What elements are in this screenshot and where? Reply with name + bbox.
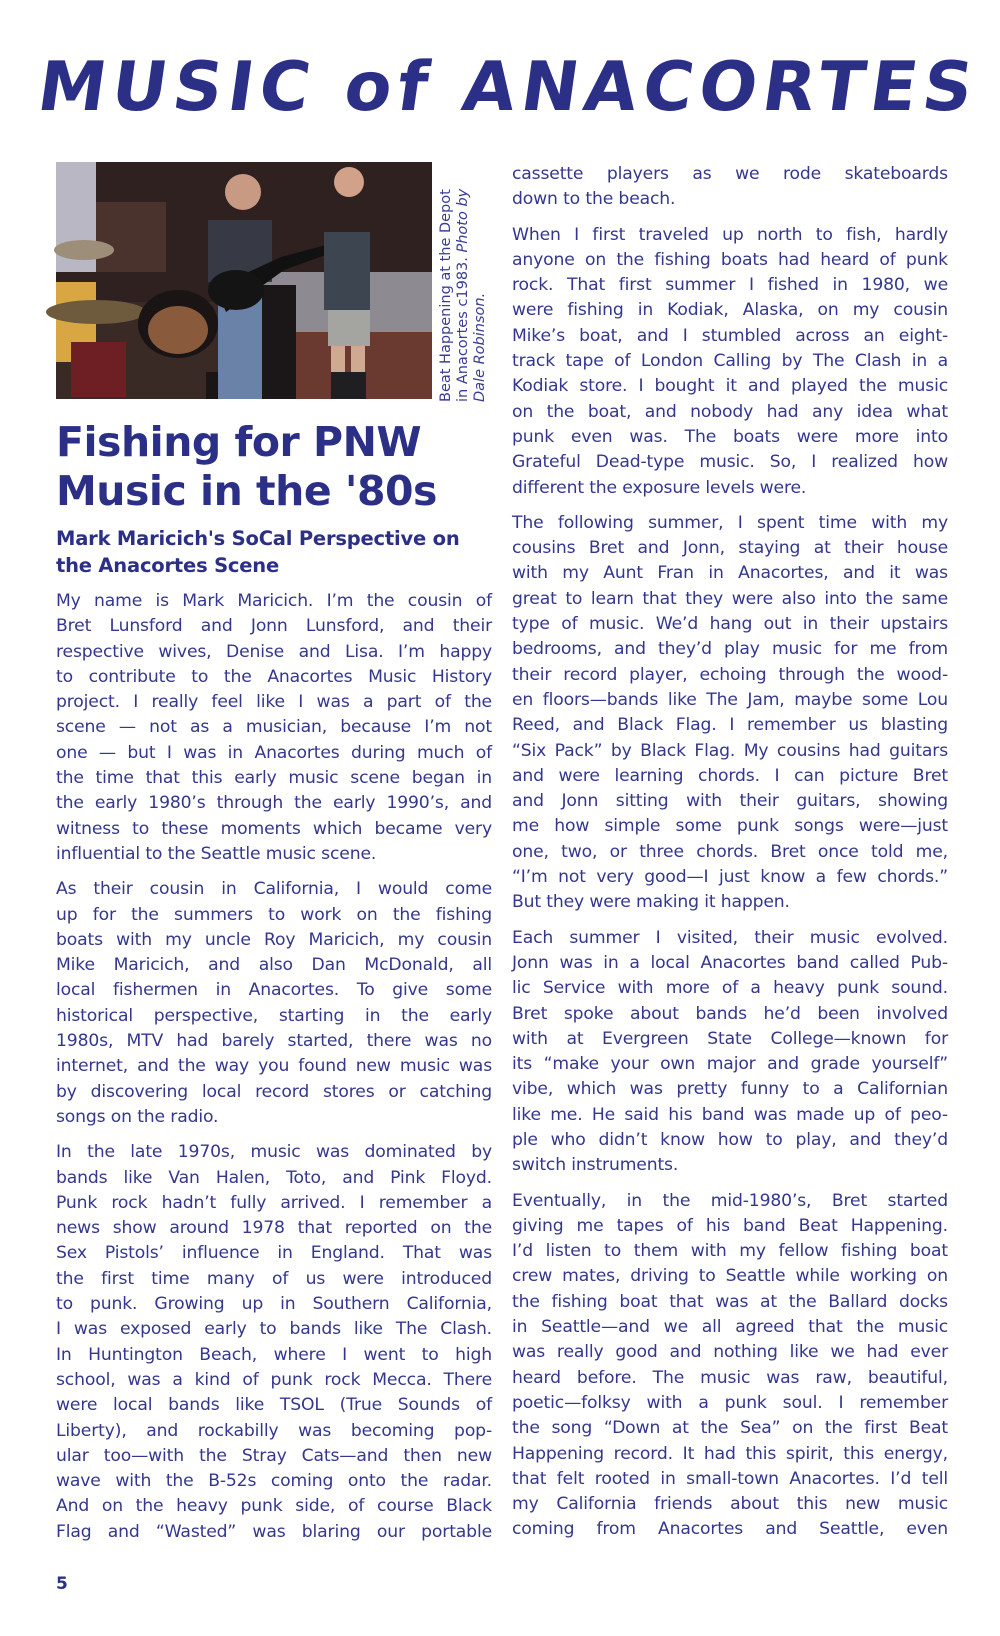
text-line: and Jonn sitting with their guitars, showing	[512, 791, 948, 812]
text-line: 1980s, MTV had barely started, there was no	[56, 1031, 492, 1052]
text-line: rock. That first summer I fished in 1980, we	[512, 275, 948, 296]
caption-line: Dale Robinson.	[472, 292, 488, 402]
text-line: the time that this early music scene began in	[56, 768, 492, 789]
text-line: switch instruments.	[512, 1155, 679, 1176]
text-line: my California friends about this new music	[512, 1494, 948, 1515]
text-line: school, was a kind of punk rock Mecca. There	[56, 1369, 492, 1390]
text-line: Mike Maricich, and also Dan McDonald, all	[56, 955, 492, 976]
text-line: poetic—folksy with a punk soul. I remember	[512, 1392, 948, 1413]
text-line: on the boat, and nobody had any idea what	[512, 401, 948, 422]
paragraph	[512, 223, 948, 501]
text-line: Bret Lunsford and Jonn Lunsford, and their	[56, 616, 492, 637]
paragraph	[56, 877, 492, 1130]
left-column	[56, 418, 492, 1555]
text-line: coming from Anacortes and Seattle, even	[512, 1519, 948, 1540]
text-line: Mike’s boat, and I stumbled across an eight-	[512, 325, 948, 346]
text-line: giving me tapes of his band Beat Happening.	[512, 1215, 948, 1236]
text-line: was really good and nothing like we had ever	[512, 1342, 948, 1363]
text-line: to contribute to the Anacortes Music History	[56, 666, 492, 687]
text-line: punk even was. The boats were more into	[512, 426, 948, 447]
text-line: project. I really feel like I was a part of the	[56, 692, 492, 713]
text-line: “Six Pack” by Black Flag. My cousins had guitars	[512, 740, 948, 761]
text-line: Punk rock hadn’t fully arrived. I remember a	[56, 1192, 492, 1213]
text-line: My name is Mark Maricich. I’m the cousin of	[56, 591, 492, 611]
text-line: by discovering local record stores or catching	[56, 1081, 492, 1102]
paragraph	[512, 926, 948, 1179]
text-line: with my Aunt Fran in Anacortes, and it was	[512, 563, 948, 584]
text-line: Reed, and Black Flag. I remember us blasting	[512, 715, 948, 736]
text-line: Liberty), and rockabilly was becoming pop-	[56, 1420, 492, 1441]
text-line: bedrooms, and they’d play music for me from	[512, 639, 948, 660]
text-line: scene — not as a musician, because I’m not	[56, 717, 492, 738]
article-headline: Fishing for PNW Music in the '80s	[56, 418, 437, 515]
text-line: different the exposure levels were.	[512, 477, 807, 498]
text-line: As their cousin in California, I would come	[56, 879, 492, 900]
text-line: one — but I was in Anacortes during much of	[56, 742, 492, 763]
text-line: anyone on the fishing boats had heard of punk	[512, 249, 948, 270]
band-photo-illustration	[56, 162, 432, 399]
text-line: Flag and “Wasted” was blaring our portable	[56, 1521, 492, 1542]
text-line: internet, and the way you found new music was	[56, 1056, 492, 1077]
text-line: the fishing boat that was at the Ballard docks	[512, 1291, 948, 1312]
text-line: local fishermen in Anacortes. To give some	[56, 980, 492, 1001]
text-line: their record player, echoing through the wood-	[512, 664, 948, 685]
text-line: up for the summers to work on the fishing	[56, 904, 492, 925]
text-line: songs on the radio.	[56, 1106, 219, 1127]
text-line: ple who didn’t know how to play, and they’d	[512, 1129, 948, 1150]
text-line: great to learn that they were also into the same	[512, 588, 948, 609]
text-line: track tape of London Calling by The Clash in a	[512, 351, 948, 372]
text-line: en floors—bands like The Jam, maybe some Lou	[512, 689, 948, 710]
text-line: with at Evergreen State College—known for	[512, 1028, 948, 1049]
text-line: Sex Pistols’ influence in England. That was	[56, 1243, 492, 1264]
text-line: the song “Down at the Sea” on the first Beat	[512, 1418, 948, 1439]
paragraph	[512, 511, 948, 916]
paragraph	[512, 162, 948, 213]
text-line: Jonn was in a local Anacortes band called Pub-	[512, 952, 948, 973]
text-line: Happening record. It had this spirit, this energy,	[512, 1443, 948, 1464]
caption-line: Beat Happening at the Depot	[438, 189, 454, 402]
text-line: I was exposed early to bands like The Clash.	[56, 1319, 492, 1340]
right-body-text	[512, 162, 948, 1543]
text-line: one, two, or three chords. Bret once told me,	[512, 841, 948, 862]
left-body-text	[56, 589, 492, 1545]
text-line: And on the heavy punk side, of course Black	[56, 1496, 492, 1517]
text-line: like me. He said his band was made up of peo-	[512, 1104, 948, 1125]
text-line: to punk. Growing up in Southern California,	[56, 1294, 492, 1315]
text-line: ular too—with the Stray Cats—and then new	[56, 1445, 492, 1466]
paragraph	[56, 1140, 492, 1545]
text-line: its “make your own major and grade yourself”	[512, 1054, 948, 1075]
text-line: and were learning chords. I can picture Bret	[512, 765, 948, 786]
text-line: In Huntington Beach, where I went to high	[56, 1344, 492, 1365]
text-line: the first time many of us were introduced	[56, 1268, 492, 1289]
text-line: influential to the Seattle music scene.	[56, 843, 377, 864]
text-line: When I first traveled up north to fish, hardly	[512, 224, 948, 245]
text-line: cousins Bret and Jonn, staying at their house	[512, 538, 948, 559]
text-line: Each summer I visited, their music evolved.	[512, 927, 948, 948]
text-line: heard before. The music was raw, beautiful,	[512, 1367, 948, 1388]
text-line: that felt rooted in small-town Anacortes. I’d tell	[512, 1468, 948, 1489]
text-line: historical perspective, starting in the early	[56, 1005, 492, 1026]
text-line: lic Service with more of a heavy punk sound.	[512, 978, 948, 999]
text-line: were local bands like TSOL (True Sounds of	[56, 1395, 492, 1416]
right-column	[512, 162, 948, 1553]
paragraph	[512, 1189, 948, 1543]
text-line: respective wives, Denise and Lisa. I’m happy	[56, 641, 492, 662]
text-line: cassette players as we rode skateboards	[512, 164, 948, 184]
masthead-logo	[32, 40, 984, 135]
text-line: in Seattle—and we all agreed that the music	[512, 1317, 948, 1338]
text-line: Eventually, in the mid-1980’s, Bret started	[512, 1190, 948, 1211]
paragraph	[56, 589, 492, 867]
text-line: The following summer, I spent time with my	[512, 512, 948, 533]
text-line: “I’m not very good—I just know a few chords.”	[512, 867, 948, 888]
band-photo	[56, 162, 432, 399]
masthead-title: MUSIC of ANACORTES	[32, 48, 984, 127]
text-line: crew mates, driving to Seattle while working on	[512, 1266, 948, 1287]
text-line: vibe, which was pretty funny to a Californian	[512, 1079, 948, 1100]
text-line: bands like Van Halen, Toto, and Pink Floyd.	[56, 1167, 492, 1188]
text-line: But they were making it happen.	[512, 892, 790, 913]
text-line: me how simple some punk songs were—just	[512, 816, 948, 837]
page-number: 5	[56, 1574, 68, 1594]
text-line: In the late 1970s, music was dominated by	[56, 1142, 492, 1163]
text-line: I’d listen to them with my fellow fishing boat	[512, 1241, 948, 1262]
text-line: the early 1980’s through the early 1990’s, and	[56, 793, 492, 814]
caption-line: in Anacortes c1983. Photo by	[455, 188, 471, 402]
text-line: down to the beach.	[512, 189, 676, 210]
text-line: Kodiak store. I bought it and played the music	[512, 376, 948, 397]
text-line: type of music. We’d hang out in their upstairs	[512, 614, 948, 635]
text-line: news show around 1978 that reported on the	[56, 1218, 492, 1239]
text-line: Grateful Dead-type music. So, I realized how	[512, 452, 948, 473]
text-line: wave with the B-52s coming onto the radar.	[56, 1471, 492, 1492]
text-line: were fishing in Kodiak, Alaska, on my cousin	[512, 300, 948, 321]
article-subheadline: Mark Maricich's SoCal Perspective on the Anacortes Scene	[56, 527, 460, 577]
text-line: Bret spoke about bands he’d been involved	[512, 1003, 948, 1024]
masthead	[32, 40, 984, 135]
text-line: boats with my uncle Roy Maricich, my cousin	[56, 929, 492, 950]
text-line: witness to these moments which became very	[56, 818, 492, 839]
